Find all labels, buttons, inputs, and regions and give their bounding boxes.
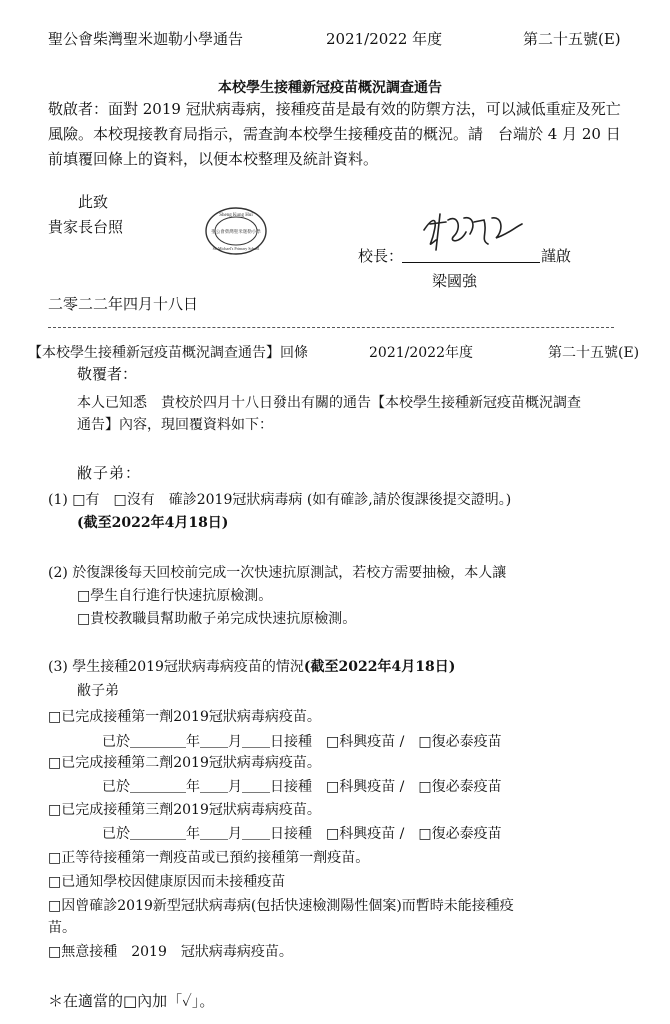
question-2: (2) 於復課後每天回校前完成一次快速抗原測試，若校方需要抽檢，本人讓 (48, 565, 507, 581)
signoff: 謹啟 (541, 247, 572, 265)
principal-signature (418, 210, 526, 256)
option-dose-3[interactable]: □已完成接種第三劑2019冠狀病毒病疫苗。 (48, 802, 321, 818)
svg-text:聖公會柴灣聖米迦勒小學: 聖公會柴灣聖米迦勒小學 (211, 230, 261, 235)
option-covid-infected[interactable]: □因曾確診2019新型冠狀病毒病(包括快速檢測陽性個案)而暫時未能接種疫 (48, 898, 514, 914)
svg-text:St. Michael's Primary School: St. Michael's Primary School (212, 246, 260, 251)
option-unwilling[interactable]: □無意接種 2019 冠狀病毒病疫苗。 (48, 944, 293, 960)
notice-date: 二零二二年四月十八日 (48, 295, 199, 313)
closing-line: 此致 (78, 193, 109, 211)
reply-number: 第二十五號(E) (548, 345, 640, 361)
notice-body-line: 敬啟者：面對 2019 冠狀病毒病，接種疫苗是最有效的防禦方法，可以減低重症及死亡 (48, 100, 621, 118)
dose-3-date-fill[interactable]: 已於＿＿＿＿年＿＿月＿＿日接種 □科興疫苗 / □復必泰疫苗 (102, 826, 502, 842)
footnote: ＊在適當的□內加「✓」。 (48, 992, 215, 1010)
question-3-child: 敝子弟 (77, 683, 119, 699)
cut-line-divider (48, 327, 614, 328)
school-name: 聖公會柴灣聖米迦勒小學通告 (48, 30, 244, 48)
notice-body-line: 風險。本校現接教育局指示，需查詢本校學生接種疫苗的概況。請 台端於 4 月 20 日 (48, 125, 621, 143)
dose-2-date-fill[interactable]: 已於＿＿＿＿年＿＿月＿＿日接種 □科興疫苗 / □復必泰疫苗 (102, 779, 502, 795)
reply-title: 【本校學生接種新冠疫苗概況調查通告】回條 (28, 345, 308, 361)
notice-body-line: 前填覆回條上的資料，以便本校整理及統計資料。 (48, 150, 379, 168)
option-dose-2[interactable]: □已完成接種第二劑2019冠狀病毒病疫苗。 (48, 755, 321, 771)
option-covid-infected-cont: 苗。 (48, 920, 76, 936)
closing-recipient: 貴家長台照 (48, 218, 124, 236)
notice-number: 第二十五號(E) (523, 30, 621, 48)
question-1-note: (截至2022年4月18日) (77, 515, 229, 531)
question-3-text: (3) 學生接種2019冠狀病毒病疫苗的情況 (48, 659, 304, 675)
question-2-option-staff[interactable]: □貴校教職員幫助敝子弟完成快速抗原檢測。 (77, 611, 357, 627)
option-health-reason[interactable]: □已通知學校因健康原因而未接種疫苗 (48, 874, 286, 890)
school-seal-stamp (204, 206, 268, 256)
question-3-note: (截至2022年4月18日) (303, 659, 456, 675)
question-1[interactable]: (1) □有 □沒有 確診2019冠狀病毒病 (如有確診,請於復課後提交證明。) (48, 492, 512, 508)
dose-1-date-fill[interactable]: 已於＿＿＿＿年＿＿月＿＿日接種 □科興疫苗 / □復必泰疫苗 (102, 734, 502, 750)
question-2-option-self[interactable]: □學生自行進行快速抗原檢測。 (77, 588, 273, 604)
notice-title: 本校學生接種新冠疫苗概況調查通告 (218, 80, 442, 96)
reply-salutation: 敬覆者： (77, 365, 138, 383)
signature-line (402, 262, 540, 263)
reply-intro: 通告】內容，現回覆資料如下： (77, 417, 273, 433)
question-3 (48, 656, 455, 676)
principal-name: 梁國強 (432, 272, 478, 290)
child-label: 敝子弟： (77, 464, 142, 482)
reply-intro: 本人已知悉 貴校於四月十八日發出有關的通告【本校學生接種新冠疫苗概況調查 (77, 395, 581, 411)
principal-label: 校長： (358, 247, 404, 265)
school-year: 2021/2022 年度 (326, 30, 443, 48)
svg-text:Sheng Kung Hui: Sheng Kung Hui (219, 213, 253, 218)
reply-year: 2021/2022年度 (369, 345, 473, 361)
option-waiting[interactable]: □正等待接種第一劑疫苗或已預約接種第一劑疫苗。 (48, 850, 370, 866)
option-dose-1[interactable]: □已完成接種第一劑2019冠狀病毒病疫苗。 (48, 709, 321, 725)
